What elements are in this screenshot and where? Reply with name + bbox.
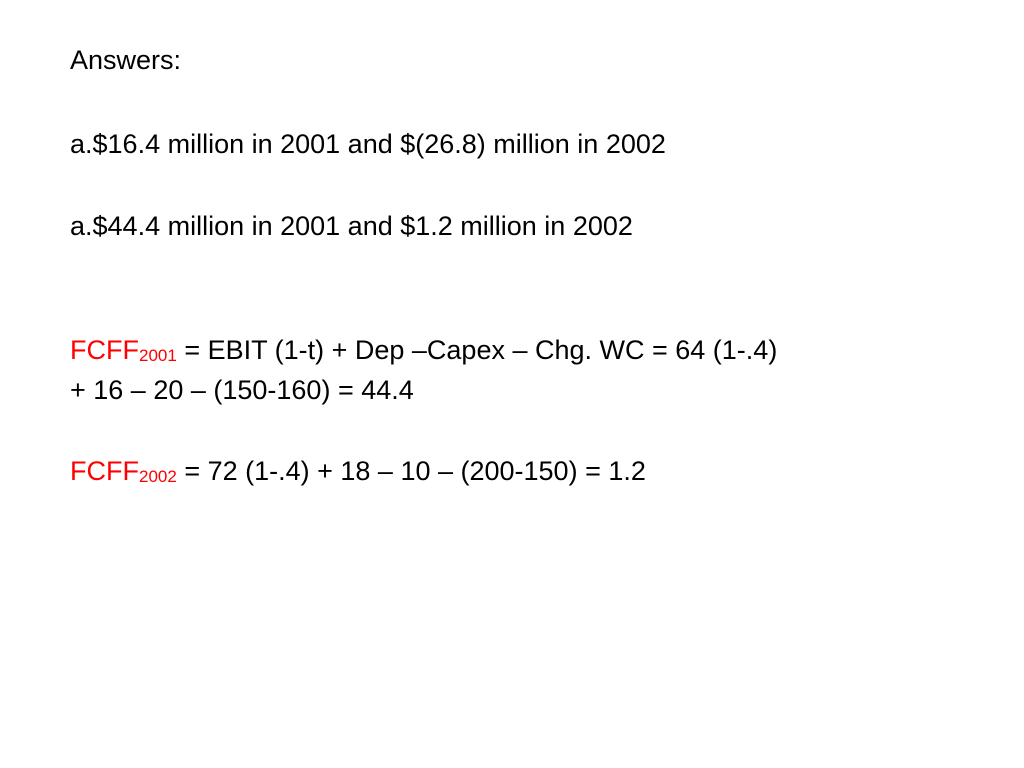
- fcff-2002-label: FCFF: [70, 456, 139, 486]
- answer-a-second: a.$44.4 million in 2001 and $1.2 million in 2002: [70, 211, 633, 241]
- answers-heading: Answers:: [70, 45, 182, 75]
- fcff-2001-label: FCFF: [70, 335, 139, 365]
- fcff-2001-equation-line2: + 16 – 20 – (150-160) = 44.4: [70, 375, 414, 405]
- fcff-2002-equation: [70, 455, 646, 491]
- fcff-2001-equation-line1: [70, 334, 777, 370]
- answer-a-first: a.$16.4 million in 2001 and $(26.8) million in 2002: [70, 129, 666, 159]
- fcff-2001-formula: = EBIT (1-t) + Dep –Capex – Chg. WC = 64 (1-.4): [176, 335, 778, 365]
- fcff-2002-formula: = 72 (1-.4) + 18 – 10 – (200-150) = 1.2: [176, 456, 646, 486]
- fcff-2001-year: 2001: [138, 346, 177, 365]
- fcff-2002-year: 2002: [138, 467, 177, 486]
